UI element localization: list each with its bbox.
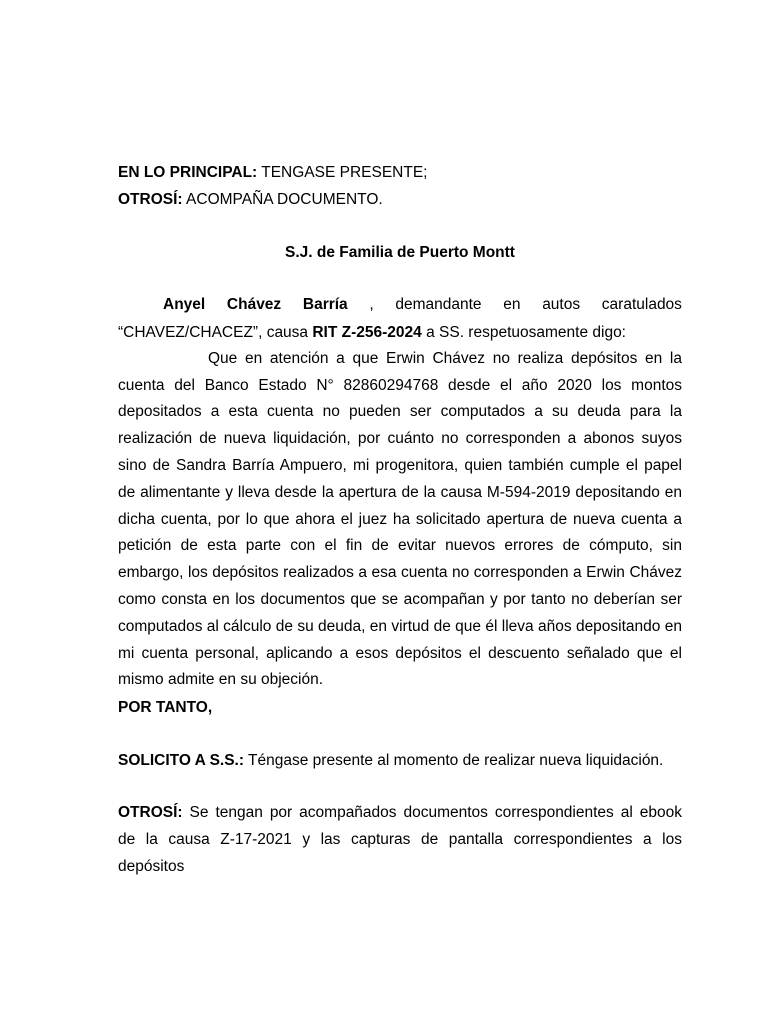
intro-word: en bbox=[503, 296, 521, 313]
solicito-line bbox=[118, 747, 682, 774]
name-third: Barría bbox=[302, 296, 348, 313]
otrosi2-label: OTROSÍ: bbox=[118, 804, 183, 822]
solicito-text: Téngase presente al momento de realizar nueva liquidación. bbox=[244, 752, 664, 770]
principal-line bbox=[118, 159, 682, 186]
spacer bbox=[118, 721, 682, 747]
principal-label: EN LO PRINCIPAL: bbox=[118, 164, 258, 181]
document-page bbox=[118, 159, 682, 881]
otrosi-label: OTROSÍ: bbox=[118, 191, 183, 208]
otrosi2-text: Se tengan por acompañados documentos correspondientes al ebook de la causa Z-17-2021 y las capturas de pantalla correspondientes a los depósitos bbox=[118, 804, 682, 875]
solicito-label: SOLICITO A S.S.: bbox=[118, 752, 245, 770]
intro-text-a: “CHAVEZ/CHACEZ”, causa bbox=[118, 323, 313, 341]
spacer bbox=[118, 774, 682, 800]
otrosi-line bbox=[118, 186, 682, 213]
por-tanto: POR TANTO, bbox=[118, 699, 213, 717]
spacer bbox=[118, 266, 682, 292]
body-paragraph: Que en atención a que Erwin Chávez no realiza depósitos en la cuenta del Banco Estado N° 82860294768 desde el año 2020 los montos depositados a esta cuenta no pueden ser computados a su deuda para la realización de nueva liquidación, por cuánto no corresponden a abonos suyos sino de Sandra Barría Ampuero, mi progenitora, quien también cumple el papel de alimentante y lleva desde la apertura de la causa M-594-2019 depositando en dicha cuenta, por lo que ahora el juez ha solicitado apertura de nueva cuenta a petición de esta parte con el fin de evitar nuevos errores de cómputo, sin embargo, los depósitos realizados a esa cuenta no corresponden a Erwin Chávez como consta en los documentos que se acompañan y por tanto no deberían ser computados al cálculo de su deuda, en virtud de que él lleva años depositando en mi cuenta personal, aplicando a esos depósitos el descuento señalado que el mismo admite en su objeción. bbox=[118, 349, 682, 689]
spacer bbox=[118, 213, 682, 239]
intro-word: autos bbox=[542, 296, 581, 313]
otrosi-text: ACOMPAÑA DOCUMENTO. bbox=[182, 191, 383, 208]
intro-word: demandante bbox=[395, 296, 482, 313]
name-second: Chávez bbox=[226, 296, 282, 313]
intro-text-b: a SS. respetuosamente digo: bbox=[421, 323, 626, 341]
rit-number: RIT Z-256-2024 bbox=[312, 323, 422, 341]
otrosi-paragraph bbox=[118, 800, 682, 880]
intro-line-1 bbox=[118, 292, 682, 319]
name-first: Anyel bbox=[163, 296, 206, 313]
intro-word: caratulados bbox=[601, 296, 682, 313]
principal-text: TENGASE PRESENTE; bbox=[257, 164, 428, 181]
court-title: S.J. de Familia de Puerto Montt bbox=[285, 244, 515, 261]
intro-line-2 bbox=[118, 319, 682, 346]
intro-comma: , bbox=[369, 296, 374, 313]
